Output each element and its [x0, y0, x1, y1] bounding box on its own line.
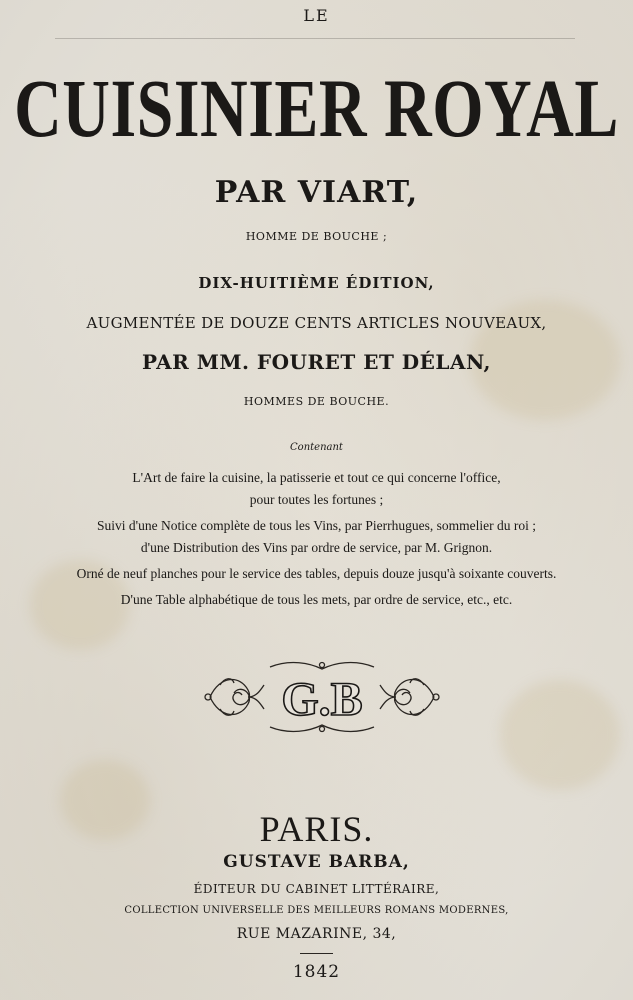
publisher-name: GUSTAVE BARBA,	[223, 852, 410, 872]
year-rule	[300, 953, 333, 954]
publication-year: 1842	[292, 962, 341, 982]
collection-line: COLLECTION UNIVERSELLE DES MEILLEURS ROMANS MODERNES,	[124, 905, 509, 916]
contents-line: pour toutes les fortunes ;	[249, 492, 384, 507]
monogram-text: G.B	[281, 673, 363, 726]
editors-line: PAR MM. FOURET ET DÉLAN,	[142, 350, 491, 374]
publisher-role: ÉDITEUR DU CABINET LITTÉRAIRE,	[193, 882, 440, 896]
augmented-line: AUGMENTÉE DE DOUZE CENTS ARTICLES NOUVEAUX,	[86, 314, 547, 332]
contents-line: Orné de neuf planches pour le service des tables, depuis douze jusqu'à soixante couverts.	[76, 566, 557, 581]
top-rule	[55, 38, 575, 39]
title-article: LE	[303, 6, 330, 25]
contents-line: L'Art de faire la cuisine, la patisserie et tout ce qui concerne l'office,	[132, 470, 501, 485]
address-line: RUE MAZARINE, 34,	[236, 926, 397, 942]
city: PARIS.	[259, 809, 374, 849]
contents-line: Suivi d'une Notice complète de tous les Vins, par Pierrhugues, sommelier du roi ;	[97, 518, 536, 533]
edition-line: DIX-HUITIÈME ÉDITION,	[198, 274, 435, 292]
author-line: PAR VIART,	[214, 175, 419, 210]
author-role: HOMME DE BOUCHE ;	[245, 230, 388, 243]
contents-label: Contenant	[290, 442, 343, 453]
book-title: CUISINIER ROYAL	[14, 63, 619, 155]
contents-line: d'une Distribution des Vins par ordre de service, par M. Grignon.	[140, 540, 493, 555]
publisher-monogram-vignette	[200, 655, 444, 739]
foxing-stain	[500, 680, 620, 790]
contents-line: D'une Table alphabétique de tous les mets, par ordre de service, etc., etc.	[120, 592, 513, 607]
editors-role: HOMMES DE BOUCHE.	[243, 395, 390, 408]
